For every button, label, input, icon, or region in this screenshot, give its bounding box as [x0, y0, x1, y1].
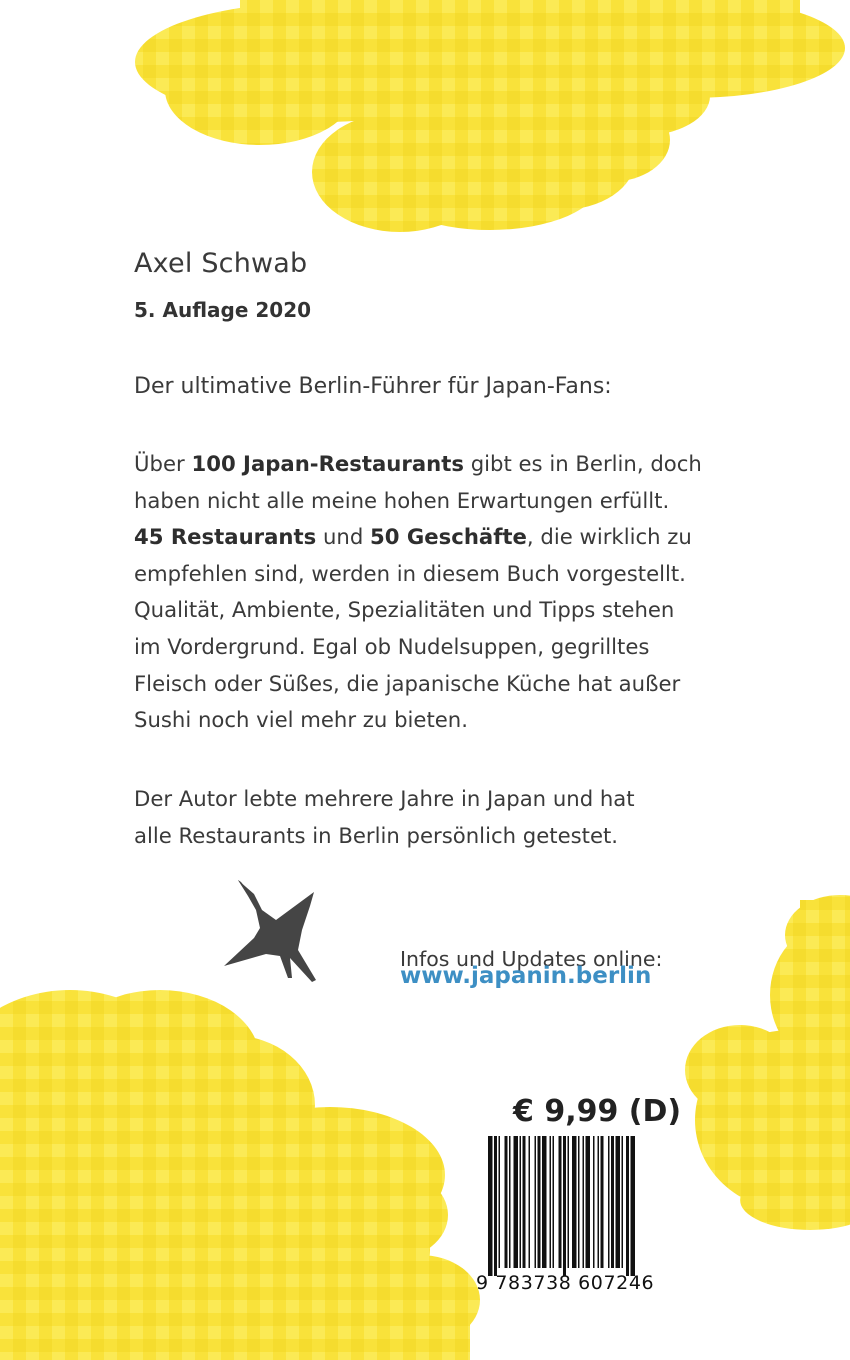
barcode-bar — [505, 1136, 508, 1268]
top-cloud — [135, 0, 845, 232]
barcode-bar — [572, 1136, 577, 1268]
edition-label: 5. Auflage 2020 — [134, 298, 312, 322]
right-cloud — [685, 895, 850, 1230]
description-line: Qualität, Ambiente, Spezialitäten und Tipps stehen — [134, 597, 675, 623]
description-line: empfehlen sind, werden in diesem Buch vorgestellt. — [134, 560, 686, 586]
description-line: Über 100 Japan-Restaurants gibt es in Berlin, doch — [134, 451, 702, 476]
author-line: alle Restaurants in Berlin persönlich getestet. — [134, 822, 619, 848]
barcode-bar — [523, 1136, 526, 1268]
barcode-bar — [568, 1136, 570, 1268]
barcode-bar — [488, 1136, 493, 1276]
barcode-bar — [593, 1136, 595, 1268]
price-label: € 9,99 (D) — [513, 1094, 682, 1129]
barcode-bar — [583, 1136, 585, 1268]
barcode-bar — [550, 1136, 552, 1268]
barcode-bar — [559, 1136, 562, 1268]
barcode-bar — [626, 1136, 629, 1276]
barcode-bar — [598, 1136, 600, 1268]
barcode-bar — [616, 1136, 621, 1268]
barcode-bar — [578, 1136, 580, 1268]
barcode-bar — [535, 1136, 537, 1268]
barcode-bar — [553, 1136, 555, 1268]
infos-label: Infos und Updates online: — [400, 946, 663, 971]
barcode-bar — [494, 1136, 497, 1276]
barcode-bar — [538, 1136, 541, 1268]
barcode-bar — [622, 1136, 624, 1268]
description-line: Fleisch oder Süßes, die japanische Küche hat außer — [134, 670, 681, 696]
barcode-bar — [529, 1136, 531, 1268]
barcode-bar — [586, 1136, 591, 1268]
intro-text: Der ultimative Berlin-Führer für Japan-Fans: — [134, 374, 612, 399]
bottom-left-cloud — [0, 990, 480, 1360]
crane-icon — [218, 876, 332, 988]
author-line: Der Autor lebte mehrere Jahre in Japan und hat — [134, 786, 635, 811]
description-line: im Vordergrund. Egal ob Nudelsuppen, gegrilltes — [134, 633, 650, 659]
barcode-bar — [542, 1136, 547, 1268]
barcode-bar — [563, 1136, 566, 1276]
barcode-bar — [601, 1136, 604, 1268]
description-line: Sushi noch viel mehr zu bieten. — [134, 707, 468, 733]
barcode-bar — [631, 1136, 636, 1276]
description-line: 45 Restaurants und 50 Geschäfte, die wirklich zu — [134, 524, 692, 550]
barcode-bar — [608, 1136, 610, 1268]
barcode-bar — [499, 1136, 501, 1268]
isbn-number: 9 783738 607246 — [476, 1272, 655, 1294]
barcode-bar — [514, 1136, 519, 1268]
description-paragraph — [134, 446, 702, 739]
barcode-bar — [611, 1136, 614, 1268]
description-line: haben nicht alle meine hohen Erwartungen erfüllt. — [134, 487, 670, 513]
barcode-bar — [520, 1136, 522, 1268]
barcode-bar — [509, 1136, 511, 1268]
author-paragraph — [134, 781, 635, 854]
author-name: Axel Schwab — [134, 248, 308, 279]
website-link[interactable]: www.japanin.berlin — [400, 963, 652, 989]
barcode — [480, 1136, 676, 1276]
